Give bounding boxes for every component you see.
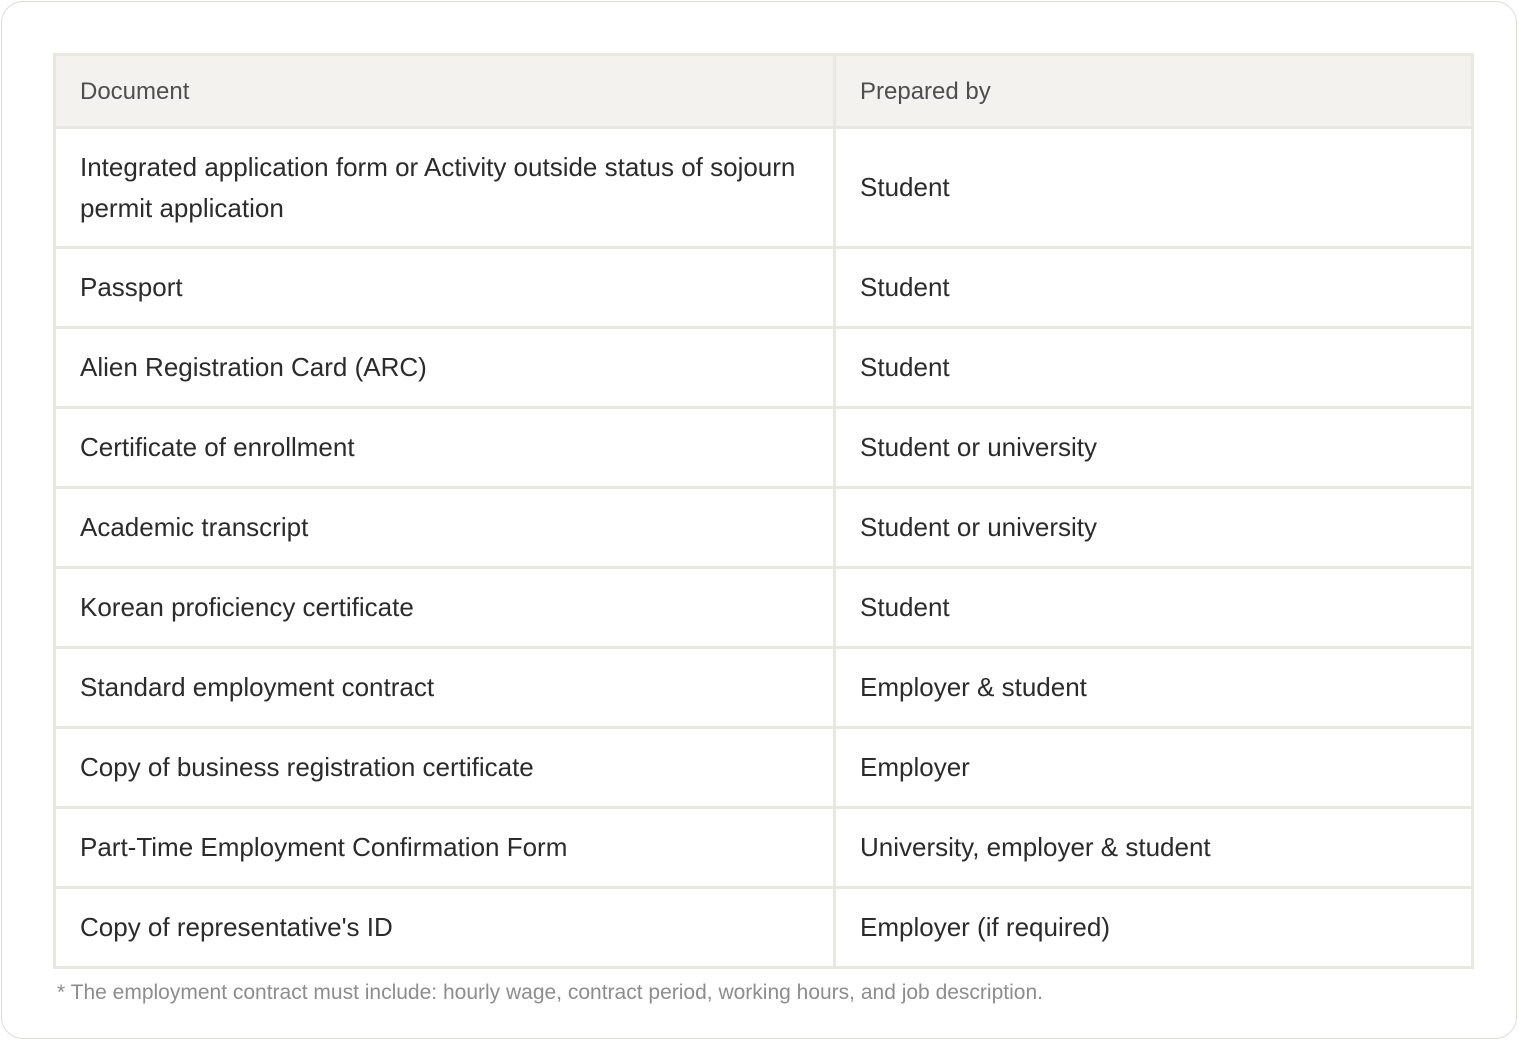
prepared-by-cell: Employer (if required) <box>835 888 1473 968</box>
document-cell: Standard employment contract <box>55 648 835 728</box>
table-row <box>55 128 1473 248</box>
document-cell: Korean proficiency certificate <box>55 568 835 648</box>
column-header-prepared-by: Prepared by <box>835 55 1473 128</box>
table-row <box>55 488 1473 568</box>
prepared-by-cell: Student <box>835 328 1473 408</box>
document-cell: Academic transcript <box>55 488 835 568</box>
documents-table <box>53 53 1474 969</box>
document-cell: Copy of representative's ID <box>55 888 835 968</box>
prepared-by-cell: Employer <box>835 728 1473 808</box>
prepared-by-cell: Student or university <box>835 488 1473 568</box>
table-row <box>55 648 1473 728</box>
column-header-document: Document <box>55 55 835 128</box>
table-row <box>55 808 1473 888</box>
table-row <box>55 408 1473 488</box>
prepared-by-cell: Student <box>835 248 1473 328</box>
prepared-by-cell: Employer & student <box>835 648 1473 728</box>
table-row <box>55 568 1473 648</box>
document-cell: Integrated application form or Activity outside status of sojourn permit application <box>55 128 835 248</box>
table-header-row <box>55 55 1473 128</box>
table-row <box>55 728 1473 808</box>
document-cell: Copy of business registration certificate <box>55 728 835 808</box>
document-card <box>1 1 1517 1039</box>
footnote: * The employment contract must include: hourly wage, contract period, working hours, and job description. <box>57 981 1043 1004</box>
prepared-by-cell: Student <box>835 128 1473 248</box>
document-cell: Certificate of enrollment <box>55 408 835 488</box>
prepared-by-cell: Student or university <box>835 408 1473 488</box>
prepared-by-cell: University, employer & student <box>835 808 1473 888</box>
prepared-by-cell: Student <box>835 568 1473 648</box>
document-cell: Part-Time Employment Confirmation Form <box>55 808 835 888</box>
table-row <box>55 328 1473 408</box>
document-cell: Passport <box>55 248 835 328</box>
table-row <box>55 248 1473 328</box>
document-cell: Alien Registration Card (ARC) <box>55 328 835 408</box>
table-row <box>55 888 1473 968</box>
